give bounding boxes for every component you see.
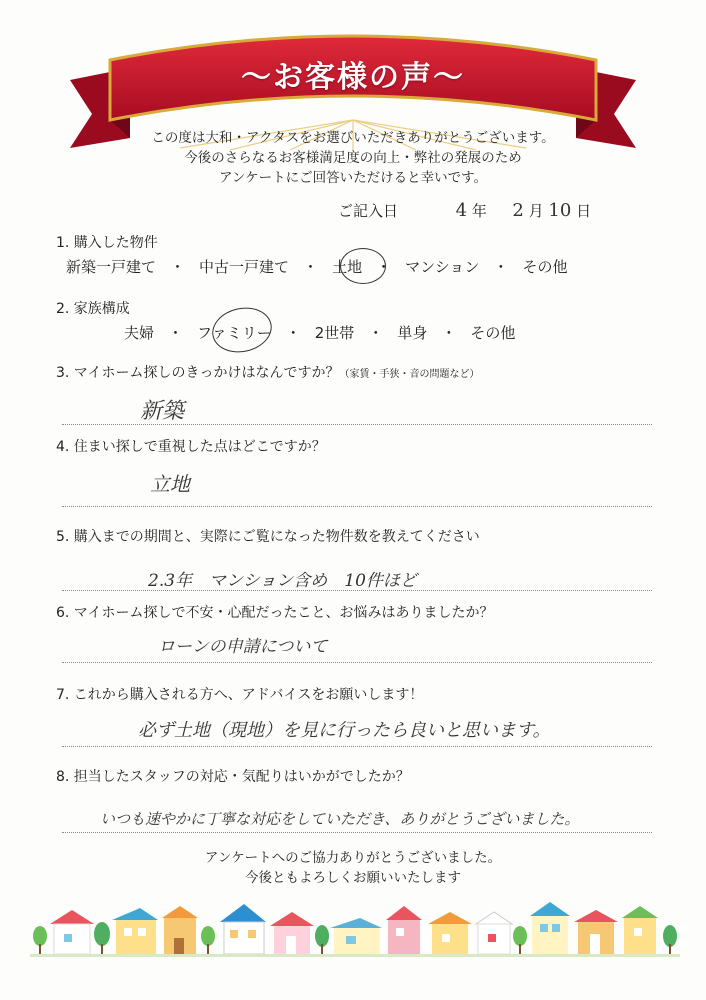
house-icon xyxy=(162,906,198,954)
tree-icon xyxy=(315,925,329,954)
intro-text xyxy=(0,128,706,188)
tree-icon xyxy=(201,926,215,954)
tree-icon xyxy=(94,922,110,954)
question-4-title: 4. 住まい探しで重視した点はどこですか？ xyxy=(56,439,326,455)
closing-line: 今後ともよろしくお願いいたします xyxy=(245,870,461,886)
tree-icon xyxy=(663,925,677,954)
house-illustration xyxy=(30,898,680,960)
tree-icon xyxy=(513,926,527,954)
q1-option-selected: 土地 xyxy=(332,258,363,276)
house-icon xyxy=(112,908,158,954)
question-3-title xyxy=(56,362,480,382)
answer-line xyxy=(62,832,652,833)
q8-answer: いつも速やかに丁寧な対応をしていただき、ありがとうございました。 xyxy=(100,810,580,828)
date-month-unit: 月 xyxy=(528,202,544,220)
tree-icon xyxy=(33,926,47,954)
house-icon xyxy=(622,906,658,954)
date-day-unit: 日 xyxy=(576,202,592,220)
intro-line: この度は大和・アクタスをお選びいただきありがとうございます。 xyxy=(151,130,555,146)
q3-answer: 新築 xyxy=(140,399,185,424)
answer-line xyxy=(62,506,652,507)
question-7-title: 7. これから購入される方へ、アドバイスをお願いします！ xyxy=(56,687,424,703)
q1-option: 新築一戸建て xyxy=(66,258,157,276)
q3-title-text: 3. マイホーム探しのきっかけはなんですか？ xyxy=(56,365,340,381)
house-icon xyxy=(270,912,314,954)
house-icon xyxy=(574,910,618,954)
q1-option: マンション xyxy=(405,258,480,276)
question-8-title: 8. 担当したスタッフの対応・気配りはいかがでしたか？ xyxy=(56,769,410,785)
date-year-unit: 年 xyxy=(471,202,487,220)
house-icon xyxy=(220,904,266,954)
page-title: 〜お客様の声〜 xyxy=(241,60,465,95)
answer-line xyxy=(62,746,652,747)
ground-strip xyxy=(30,954,680,957)
entry-date xyxy=(338,200,591,221)
q4-answer: 立地 xyxy=(150,472,190,496)
date-month: 2 xyxy=(512,200,524,221)
q1-option: その他 xyxy=(522,258,568,276)
house-icon xyxy=(476,912,512,954)
selection-circle xyxy=(340,248,386,284)
q3-note: （家賃・手狭・音の問題など） xyxy=(339,369,480,380)
house-icon xyxy=(386,906,422,954)
house-icon xyxy=(50,910,94,954)
question-1-options: 新築一戸建て ・ 中古一戸建て ・ 土地 ・ マンション ・ その他 xyxy=(66,258,568,276)
question-1-title: 1. 購入した物件 xyxy=(56,235,158,251)
q2-option-selected: ファミリー xyxy=(197,324,272,342)
answer-line xyxy=(62,662,652,663)
question-6-title: 6. マイホーム探しで不安・心配だったこと、お悩みはありましたか？ xyxy=(56,605,494,621)
answer-line xyxy=(62,424,652,425)
question-2-title: 2. 家族構成 xyxy=(56,301,130,317)
q1-option: 中古一戸建て xyxy=(199,258,290,276)
q6-answer: ローンの申請について xyxy=(158,637,328,657)
q2-option: その他 xyxy=(470,324,516,342)
q7-answer: 必ず土地（現地）を見に行ったら良いと思います。 xyxy=(138,720,551,741)
house-icon xyxy=(428,912,472,954)
date-day: 10 xyxy=(548,200,572,221)
intro-line: アンケートにご回答いただけると幸いです。 xyxy=(218,170,488,186)
date-label: ご記入日 xyxy=(338,202,399,220)
date-year: 4 xyxy=(455,200,468,221)
closing-text xyxy=(0,848,706,888)
question-5-title: 5. 購入までの期間と、実際にご覧になった物件数を教えてください xyxy=(56,529,480,545)
intro-line: 今後のさらなるお客様満足度の向上・弊社の発展のため xyxy=(184,150,522,166)
house-icon xyxy=(330,918,382,954)
answer-line xyxy=(62,590,652,591)
q5-answer: 2.3年 マンション含め 10件ほど xyxy=(148,571,417,591)
closing-line: アンケートへのご協力ありがとうございました。 xyxy=(204,850,502,866)
q2-option: 単身 xyxy=(397,324,428,342)
selection-circle xyxy=(208,302,276,358)
q2-option: 2世帯 xyxy=(314,324,355,342)
q2-option: 夫婦 xyxy=(124,324,155,342)
question-2-options: 夫婦 ・ ファミリー ・ 2世帯 ・ 単身 ・ その他 xyxy=(124,324,516,342)
house-icon xyxy=(530,902,570,954)
